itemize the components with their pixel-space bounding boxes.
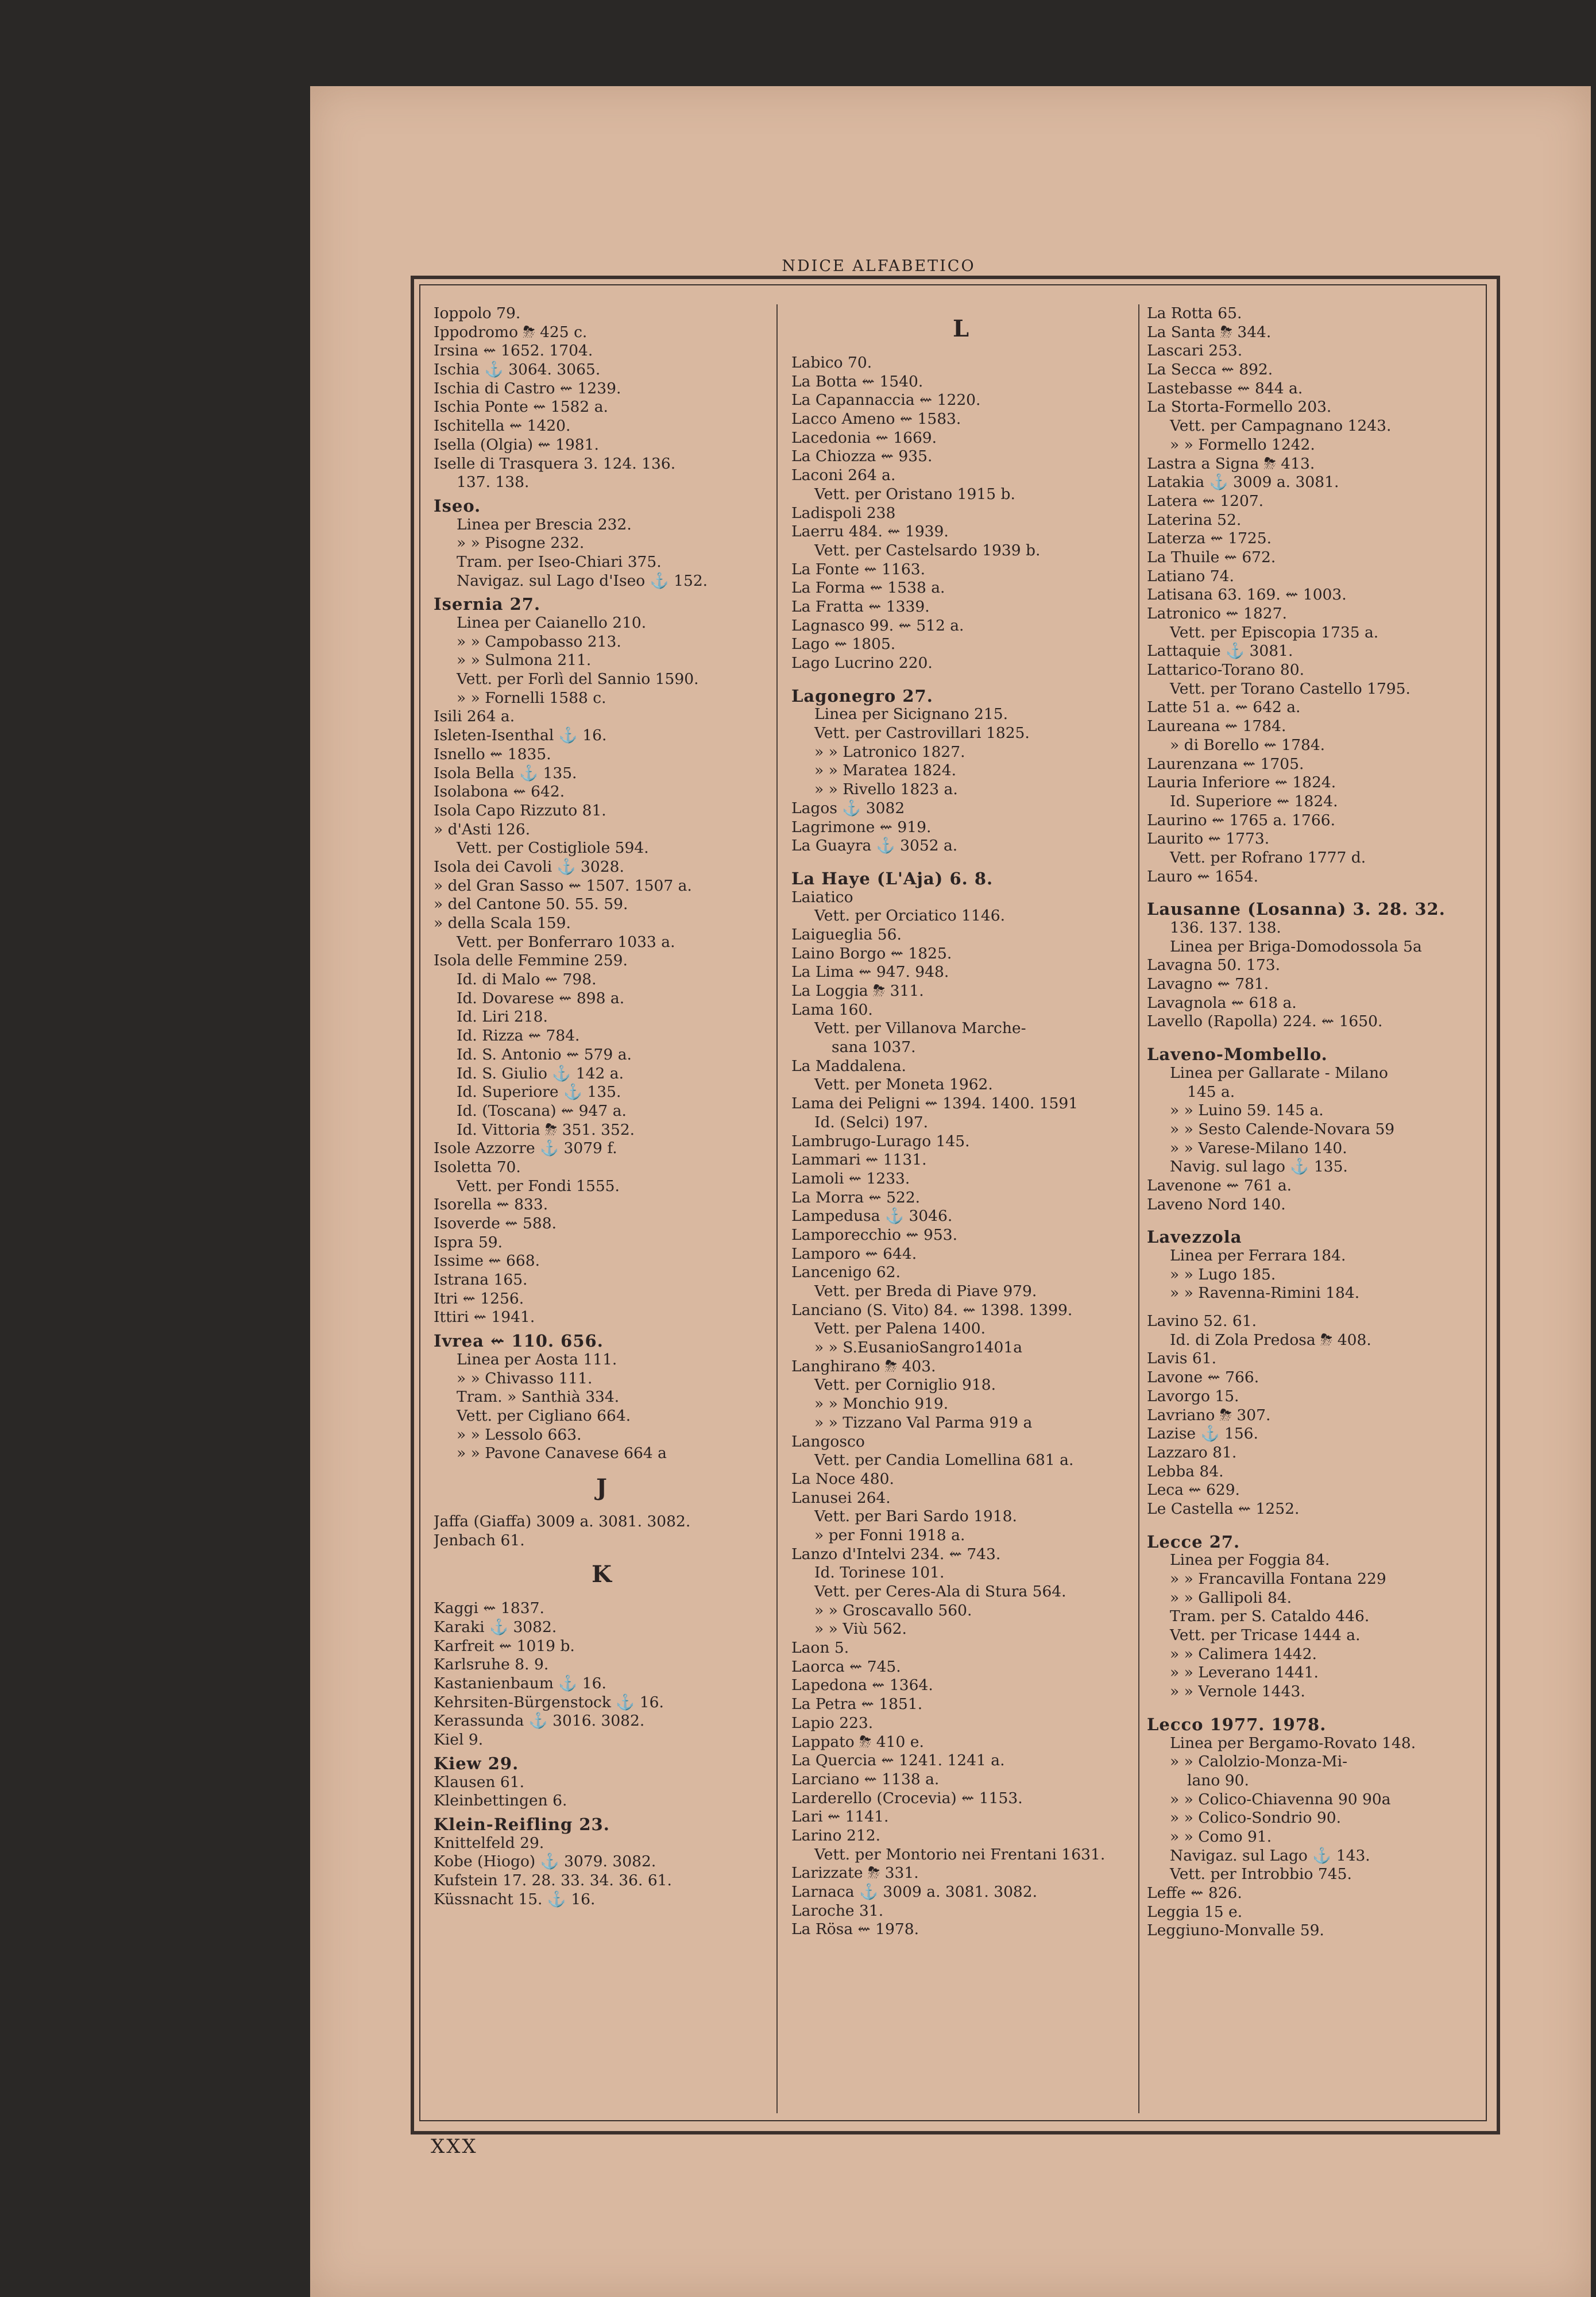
column-rule-1 bbox=[776, 304, 778, 2113]
index-entry: Id. (Toscana) ⇜ 947 a. bbox=[457, 1101, 627, 1120]
index-entry: Linea per Sicignano 215. bbox=[814, 705, 1008, 724]
index-entry: Jaffa (Giaffa) 3009 a. 3081. 3082. bbox=[434, 1512, 691, 1530]
index-entry: Lagos ⚓ 3082 bbox=[791, 799, 905, 817]
index-heading: Lagonegro 27. bbox=[791, 686, 933, 706]
index-entry: Lamporecchio ⇜ 953. bbox=[791, 1225, 958, 1244]
index-entry: Leggia 15 e. bbox=[1147, 1902, 1243, 1921]
index-entry: Küssnacht 15. ⚓ 16. bbox=[434, 1890, 596, 1908]
index-entry: Vett. per Castrovillari 1825. bbox=[814, 724, 1030, 743]
index-entry: Linea per Gallarate - Milano bbox=[1170, 1064, 1389, 1082]
index-heading: Lecce 27. bbox=[1147, 1532, 1241, 1552]
index-entry bbox=[1147, 886, 1482, 895]
index-entry: Isorella ⇜ 833. bbox=[434, 1196, 548, 1214]
index-entry: Navigaz. sul Lago d'Iseo ⚓ 152. bbox=[457, 571, 708, 590]
index-entry: Latte 51 a. ⇜ 642 a. bbox=[1147, 698, 1301, 717]
index-entry: Lama 160. bbox=[791, 1000, 873, 1019]
index-entry: Laigueglia 56. bbox=[791, 925, 902, 943]
index-entry: Isola Capo Rizzuto 81. bbox=[434, 801, 606, 819]
index-entry: Id. Liri 218. bbox=[457, 1008, 548, 1026]
index-entry: Latronico ⇜ 1827. bbox=[1147, 605, 1287, 622]
index-entry: » » Leverano 1441. bbox=[1170, 1664, 1319, 1682]
index-entry: La Loggia ⛈ 311. bbox=[791, 982, 924, 1000]
index-entry: Laroche 31. bbox=[791, 1901, 884, 1920]
index-entry: Tram. per S. Cataldo 446. bbox=[1170, 1607, 1370, 1626]
index-heading: Laveno-Mombello. bbox=[1147, 1045, 1328, 1065]
index-entry: Vett. per Fondi 1555. bbox=[457, 1177, 620, 1195]
index-entry: Id. (Selci) 197. bbox=[814, 1113, 929, 1131]
index-entry: Kaggi ⇜ 1837. bbox=[434, 1599, 544, 1618]
index-entry: La Storta-Formello 203. bbox=[1147, 398, 1332, 416]
index-entry: Karlsruhe 8. 9. bbox=[434, 1656, 549, 1674]
index-entry: Larderello (Crocevia) ⇜ 1153. bbox=[791, 1789, 1023, 1807]
index-entry: Vett. per Bonferraro 1033 a. bbox=[457, 933, 675, 951]
index-entry: Lauria Inferiore ⇜ 1824. bbox=[1147, 774, 1336, 792]
index-entry: Lanciano (S. Vito) 84. ⇜ 1398. 1399. bbox=[791, 1301, 1073, 1319]
index-entry: Lazzaro 81. bbox=[1147, 1443, 1237, 1461]
index-entry: Vett. per Cigliano 664. bbox=[457, 1406, 631, 1425]
index-entry: Kleinbettingen 6. bbox=[434, 1792, 567, 1810]
column-rule-2 bbox=[1138, 304, 1139, 2113]
index-entry: Isella (Olgia) ⇜ 1981. bbox=[434, 435, 599, 454]
index-entry: Isolabona ⇜ 642. bbox=[434, 783, 565, 801]
index-entry: Lanzo d'Intelvi 234. ⇜ 743. bbox=[791, 1545, 1001, 1563]
index-entry: Kerassunda ⚓ 3016. 3082. bbox=[434, 1712, 645, 1730]
index-entry: Lancenigo 62. bbox=[791, 1263, 901, 1282]
index-entry: Lari ⇜ 1141. bbox=[791, 1808, 889, 1826]
index-entry: » » Como 91. bbox=[1170, 1827, 1272, 1846]
index-entry: Lapio 223. bbox=[791, 1714, 874, 1732]
index-entry: Leffe ⇜ 826. bbox=[1147, 1884, 1242, 1902]
index-entry: 145 a. bbox=[1187, 1082, 1235, 1101]
index-entry: » » S.EusanioSangro1401a bbox=[814, 1339, 1023, 1357]
index-entry: Laureana ⇜ 1784. bbox=[1147, 717, 1286, 736]
index-entry: La Forma ⇜ 1538 a. bbox=[791, 579, 945, 597]
index-entry: Lacco Ameno ⇜ 1583. bbox=[791, 410, 961, 428]
index-heading: Ivrea ⇜ 110. 656. bbox=[434, 1331, 604, 1351]
index-entry: Vett. per Palena 1400. bbox=[814, 1320, 986, 1338]
index-entry: Linea per Ferrara 184. bbox=[1170, 1247, 1346, 1264]
index-entry: La Rotta 65. bbox=[1147, 304, 1242, 322]
index-entry: Lavenone ⇜ 761 a. bbox=[1147, 1176, 1292, 1194]
index-entry: Karaki ⚓ 3082. bbox=[434, 1618, 557, 1636]
index-entry: Vett. per Montorio nei Frentani 1631. bbox=[814, 1845, 1106, 1863]
index-entry: Id. Superiore ⇜ 1824. bbox=[1170, 792, 1338, 810]
index-entry: Id. Rizza ⇜ 784. bbox=[457, 1027, 580, 1045]
index-entry: Laorca ⇜ 745. bbox=[791, 1657, 901, 1676]
index-entry: Vett. per Introbbio 745. bbox=[1170, 1865, 1352, 1884]
index-entry: Id. Superiore ⚓ 135. bbox=[457, 1083, 621, 1101]
index-entry: » » Varese-Milano 140. bbox=[1170, 1139, 1347, 1157]
index-entry: Id. S. Antonio ⇜ 579 a. bbox=[457, 1045, 632, 1064]
index-entry: » » Lessolo 663. bbox=[457, 1425, 582, 1444]
index-entry: Larciano ⇜ 1138 a. bbox=[791, 1770, 940, 1788]
index-entry: La Noce 480. bbox=[791, 1470, 894, 1488]
index-entry: Linea per Foggia 84. bbox=[1170, 1551, 1330, 1569]
index-entry: La Santa ⛈ 344. bbox=[1147, 323, 1272, 341]
index-entry: » del Gran Sasso ⇜ 1507. 1507 a. bbox=[434, 876, 692, 895]
index-entry: Lamporo ⇜ 644. bbox=[791, 1244, 917, 1263]
index-entry: La Fratta ⇜ 1339. bbox=[791, 597, 930, 616]
index-entry: Lauro ⇜ 1654. bbox=[1147, 867, 1259, 885]
index-entry: Lagnasco 99. ⇜ 512 a. bbox=[791, 616, 964, 635]
index-entry: Lastra a Signa ⛈ 413. bbox=[1147, 454, 1315, 473]
index-entry: Lavis 61. bbox=[1147, 1349, 1217, 1368]
index-entry: Isole Azzorre ⚓ 3079 f. bbox=[434, 1139, 617, 1158]
index-entry: » » Viù 562. bbox=[814, 1620, 907, 1638]
index-entry: » di Borello ⇜ 1784. bbox=[1170, 736, 1326, 754]
index-entry: Linea per Caianello 210. bbox=[457, 614, 647, 632]
index-entry: La Chiozza ⇜ 935. bbox=[791, 447, 933, 466]
index-entry: Lavino 52. 61. bbox=[1147, 1312, 1257, 1331]
index-entry: Lago Lucrino 220. bbox=[791, 654, 933, 672]
index-entry: » » Groscavallo 560. bbox=[814, 1601, 972, 1619]
section-letter: L bbox=[952, 315, 969, 342]
index-entry: Leca ⇜ 629. bbox=[1147, 1481, 1240, 1499]
index-entry: La Fonte ⇜ 1163. bbox=[791, 560, 926, 578]
index-entry: » » Ravenna-Rimini 184. bbox=[1170, 1284, 1360, 1302]
index-entry: Laerru 484. ⇜ 1939. bbox=[791, 523, 949, 541]
index-entry: » » Luino 59. 145 a. bbox=[1170, 1101, 1324, 1120]
index-entry bbox=[1147, 1214, 1482, 1223]
index-entry: Id. Vittoria ⛈ 351. 352. bbox=[457, 1120, 635, 1139]
index-entry: La Petra ⇜ 1851. bbox=[791, 1695, 923, 1714]
index-entry: Latisana 63. 169. ⇜ 1003. bbox=[1147, 586, 1347, 604]
index-entry: Larino 212. bbox=[791, 1826, 880, 1844]
index-entry: Lappato ⛈ 410 e. bbox=[791, 1733, 924, 1751]
index-entry: Istrana 165. bbox=[434, 1271, 528, 1289]
index-entry: Laterza ⇜ 1725. bbox=[1147, 529, 1272, 548]
index-entry: » » Vernole 1443. bbox=[1170, 1683, 1305, 1701]
index-heading: Kiew 29. bbox=[434, 1753, 519, 1773]
index-entry: Vett. per Villanova Marche- bbox=[814, 1019, 1026, 1038]
index-entry: Vett. per Bari Sardo 1918. bbox=[814, 1507, 1017, 1526]
index-entry: La Rösa ⇜ 1978. bbox=[791, 1920, 919, 1939]
index-heading: Klein-Reifling 23. bbox=[434, 1814, 610, 1834]
index-entry: Laconi 264 a. bbox=[791, 466, 896, 485]
index-entry: Isnello ⇜ 1835. bbox=[434, 745, 551, 763]
index-entry: La Morra ⇜ 522. bbox=[791, 1188, 921, 1206]
index-entry: » » Gallipoli 84. bbox=[1170, 1588, 1292, 1607]
index-entry: Linea per Briga-Domodossola 5a bbox=[1170, 937, 1422, 956]
index-entry: » » Sulmona 211. bbox=[457, 651, 592, 670]
index-entry: Itri ⇜ 1256. bbox=[434, 1289, 524, 1308]
index-entry: La Lima ⇜ 947. 948. bbox=[791, 963, 949, 981]
index-entry: Lapedona ⇜ 1364. bbox=[791, 1676, 933, 1695]
index-heading: Isernia 27. bbox=[434, 594, 541, 614]
index-entry: 136. 137. 138. bbox=[1170, 919, 1281, 937]
index-entry: Klausen 61. bbox=[434, 1773, 525, 1791]
index-entry: » » Rivello 1823 a. bbox=[814, 780, 958, 799]
index-entry: Linea per Brescia 232. bbox=[457, 515, 632, 533]
index-entry: » » Colico-Sondrio 90. bbox=[1170, 1809, 1342, 1827]
index-entry: Kiel 9. bbox=[434, 1731, 484, 1749]
index-entry: Lama dei Peligni ⇜ 1394. 1400. 1591 bbox=[791, 1095, 1079, 1113]
index-entry: Id. di Malo ⇜ 798. bbox=[457, 970, 597, 989]
index-entry: Id. di Zola Predosa ⛈ 408. bbox=[1170, 1331, 1371, 1349]
index-entry: » per Fonni 1918 a. bbox=[814, 1526, 965, 1544]
index-entry: Knittelfeld 29. bbox=[434, 1834, 544, 1852]
index-entry: Ispra 59. bbox=[434, 1233, 503, 1251]
index-entry: Lebba 84. bbox=[1147, 1462, 1224, 1480]
index-entry: Lammari ⇜ 1131. bbox=[791, 1151, 927, 1169]
index-entry: Vett. per Episcopia 1735 a. bbox=[1170, 623, 1379, 641]
index-entry: » » Calimera 1442. bbox=[1170, 1645, 1317, 1663]
index-entry: Lattarico-Torano 80. bbox=[1147, 661, 1305, 679]
index-entry: Iselle di Trasquera 3. 124. 136. bbox=[434, 454, 676, 473]
index-entry: Karfreit ⇜ 1019 b. bbox=[434, 1637, 575, 1655]
index-column-3 bbox=[1147, 304, 1482, 2113]
index-entry: Vett. per Moneta 1962. bbox=[814, 1076, 993, 1094]
index-heading: Lausanne (Losanna) 3. 28. 32. bbox=[1147, 899, 1446, 919]
index-entry: Kufstein 17. 28. 33. 34. 36. 61. bbox=[434, 1871, 672, 1889]
index-entry: Latakia ⚓ 3009 a. 3081. bbox=[1147, 473, 1339, 492]
index-entry: Laiatico bbox=[791, 888, 853, 906]
index-entry: Irsina ⇜ 1652. 1704. bbox=[434, 342, 593, 360]
index-entry: Vett. per Forlì del Sannio 1590. bbox=[457, 670, 699, 689]
index-entry: Larizzate ⛈ 331. bbox=[791, 1864, 919, 1882]
index-entry: Lastebasse ⇜ 844 a. bbox=[1147, 379, 1303, 397]
index-entry: Ischia ⚓ 3064. 3065. bbox=[434, 361, 601, 379]
index-entry: » » Pisogne 232. bbox=[457, 534, 585, 552]
index-entry: » d'Asti 126. bbox=[434, 820, 531, 838]
index-entry: Lavone ⇜ 766. bbox=[1147, 1368, 1259, 1387]
index-entry: Isola delle Femmine 259. bbox=[434, 952, 628, 970]
index-entry: » » Campobasso 213. bbox=[457, 632, 621, 651]
index-heading: Iseo. bbox=[434, 496, 481, 516]
index-entry: Id. S. Giulio ⚓ 142 a. bbox=[457, 1064, 624, 1082]
index-entry: Lanusei 264. bbox=[791, 1488, 891, 1507]
index-entry: Vett. per Ceres-Ala di Stura 564. bbox=[814, 1583, 1066, 1600]
index-entry: La Secca ⇜ 892. bbox=[1147, 361, 1273, 379]
index-entry: Isola Bella ⚓ 135. bbox=[434, 764, 577, 782]
index-entry: Le Castella ⇜ 1252. bbox=[1147, 1499, 1300, 1518]
index-entry: » » Francavilla Fontana 229 bbox=[1170, 1570, 1386, 1588]
index-entry: Linea per Aosta 111. bbox=[457, 1350, 617, 1368]
index-entry: Latera ⇜ 1207. bbox=[1147, 492, 1264, 510]
index-entry: La Thuile ⇜ 672. bbox=[1147, 548, 1276, 566]
index-entry: » » Chivasso 111. bbox=[457, 1369, 593, 1387]
index-entry: Lascari 253. bbox=[1147, 342, 1243, 360]
index-entry: Leggiuno-Monvalle 59. bbox=[1147, 1921, 1324, 1940]
index-column-2 bbox=[791, 304, 1130, 2113]
index-entry: Lago ⇜ 1805. bbox=[791, 635, 896, 653]
index-entry: Id. Dovarese ⇜ 898 a. bbox=[457, 989, 625, 1007]
index-entry: Laino Borgo ⇜ 1825. bbox=[791, 944, 952, 962]
index-entry: Kehrsiten-Bürgenstock ⚓ 16. bbox=[434, 1693, 664, 1711]
index-entry: » » Lugo 185. bbox=[1170, 1265, 1276, 1283]
index-entry: Latiano 74. bbox=[1147, 567, 1234, 585]
index-entry: Id. Torinese 101. bbox=[814, 1564, 945, 1582]
index-entry: Ioppolo 79. bbox=[434, 304, 521, 322]
index-entry: Ischia di Castro ⇜ 1239. bbox=[434, 379, 621, 397]
index-entry: Vett. per Torano Castello 1795. bbox=[1170, 679, 1410, 698]
page-header: NDICE ALFABETICO bbox=[782, 257, 976, 275]
index-entry: La Capannaccia ⇜ 1220. bbox=[791, 391, 981, 409]
index-entry: Isola dei Cavoli ⚓ 3028. bbox=[434, 857, 624, 876]
index-entry: Vett. per Orciatico 1146. bbox=[814, 907, 1005, 925]
index-entry: Vett. per Candia Lomellina 681 a. bbox=[814, 1451, 1074, 1470]
index-entry: Navigaz. sul Lago ⚓ 143. bbox=[1170, 1846, 1370, 1865]
index-entry: » del Cantone 50. 55. 59. bbox=[434, 895, 628, 914]
index-entry: Navig. sul lago ⚓ 135. bbox=[1170, 1158, 1348, 1176]
index-entry bbox=[1147, 1702, 1482, 1711]
index-entry: Ippodromo ⛈ 425 c. bbox=[434, 323, 588, 341]
index-heading: Lecco 1977. 1978. bbox=[1147, 1714, 1327, 1734]
index-entry: » » Fornelli 1588 c. bbox=[457, 689, 606, 707]
index-entry: Laurito ⇜ 1773. bbox=[1147, 830, 1270, 848]
index-entry: La Maddalena. bbox=[791, 1057, 906, 1075]
index-entry: » » Latronico 1827. bbox=[814, 743, 965, 761]
index-entry: Tram. per Iseo-Chiari 375. bbox=[457, 552, 662, 571]
index-entry: Lavello (Rapolla) 224. ⇜ 1650. bbox=[1147, 1012, 1383, 1031]
index-entry: Lacedonia ⇜ 1669. bbox=[791, 428, 937, 447]
index-entry: Isili 264 a. bbox=[434, 707, 515, 726]
index-entry: » » Pavone Canavese 664 a bbox=[457, 1444, 667, 1463]
section-letter: K bbox=[592, 1561, 612, 1588]
index-entry: » » Calolzio-Monza-Mi- bbox=[1170, 1753, 1348, 1771]
index-entry: Lavagnola ⇜ 618 a. bbox=[1147, 993, 1297, 1012]
index-entry: Laterina 52. bbox=[1147, 511, 1242, 529]
index-entry: Lambrugo-Lurago 145. bbox=[791, 1132, 970, 1150]
index-entry: Larnaca ⚓ 3009 a. 3081. 3082. bbox=[791, 1883, 1038, 1901]
index-entry: Vett. per Castelsardo 1939 b. bbox=[814, 541, 1041, 559]
index-entry: Lazise ⚓ 156. bbox=[1147, 1425, 1258, 1443]
index-entry: Jenbach 61. bbox=[434, 1531, 525, 1549]
index-entry: Vett. per Costigliole 594. bbox=[457, 839, 649, 857]
index-entry: » » Formello 1242. bbox=[1170, 435, 1315, 454]
index-entry: sana 1037. bbox=[832, 1038, 916, 1057]
index-entry: Langosco bbox=[791, 1432, 865, 1451]
section-letter: J bbox=[596, 1474, 607, 1501]
index-entry: La Quercia ⇜ 1241. 1241 a. bbox=[791, 1751, 1005, 1770]
index-entry: Lattaquie ⚓ 3081. bbox=[1147, 642, 1293, 660]
index-entry: » » Tizzano Val Parma 919 a bbox=[814, 1413, 1033, 1432]
index-entry: Lagrimone ⇜ 919. bbox=[791, 818, 932, 836]
index-entry: Isoverde ⇜ 588. bbox=[434, 1215, 557, 1232]
index-entry: Vett. per Corniglio 918. bbox=[814, 1376, 996, 1394]
index-entry: Langhirano ⛈ 403. bbox=[791, 1357, 936, 1375]
index-entry: Lavagna 50. 173. bbox=[1147, 956, 1280, 975]
index-entry bbox=[1147, 1519, 1482, 1528]
index-entry: Lamoli ⇜ 1233. bbox=[791, 1169, 910, 1188]
index-entry bbox=[1147, 1031, 1482, 1041]
index-entry: Ischia Ponte ⇜ 1582 a. bbox=[434, 398, 608, 416]
index-entry: Vett. per Tricase 1444 a. bbox=[1170, 1626, 1361, 1645]
index-column-1 bbox=[434, 304, 770, 2113]
index-entry: Ischitella ⇜ 1420. bbox=[434, 417, 571, 435]
index-heading: Lavezzola bbox=[1147, 1227, 1242, 1247]
index-entry: Tram. » Santhià 334. bbox=[457, 1388, 620, 1406]
index-entry: » » Maratea 1824. bbox=[814, 761, 957, 780]
index-entry: Labico 70. bbox=[791, 354, 872, 372]
index-entry bbox=[791, 673, 1130, 682]
index-entry: Vett. per Breda di Piave 979. bbox=[814, 1282, 1037, 1300]
index-entry: Vett. per Rofrano 1777 d. bbox=[1170, 848, 1366, 867]
index-entry: La Botta ⇜ 1540. bbox=[791, 372, 923, 390]
index-entry: Lavagno ⇜ 781. bbox=[1147, 975, 1269, 993]
index-entry: Linea per Bergamo-Rovato 148. bbox=[1170, 1734, 1416, 1752]
index-entry: Isoletta 70. bbox=[434, 1158, 521, 1176]
page-number: XXX bbox=[431, 2135, 478, 2158]
index-entry: 137. 138. bbox=[457, 473, 530, 492]
index-entry: Laon 5. bbox=[791, 1639, 849, 1657]
index-entry: » della Scala 159. bbox=[434, 914, 571, 932]
index-entry: » » Sesto Calende-Novara 59 bbox=[1170, 1120, 1395, 1138]
index-entry: Vett. per Oristano 1915 b. bbox=[814, 485, 1015, 503]
index-entry: lano 90. bbox=[1187, 1771, 1249, 1789]
index-entry: Lampedusa ⚓ 3046. bbox=[791, 1207, 953, 1225]
index-entry: Lavorgo 15. bbox=[1147, 1387, 1239, 1405]
index-entry: Issime ⇜ 668. bbox=[434, 1252, 540, 1270]
index-entry: » » Colico-Chiavenna 90 90a bbox=[1170, 1790, 1391, 1808]
index-heading: La Haye (L'Aja) 6. 8. bbox=[791, 868, 994, 888]
index-entry: Laveno Nord 140. bbox=[1147, 1195, 1286, 1213]
index-entry: Laurino ⇜ 1765 a. 1766. bbox=[1147, 811, 1336, 829]
index-entry: La Guayra ⚓ 3052 a. bbox=[791, 837, 958, 855]
index-entry: Lavriano ⛈ 307. bbox=[1147, 1406, 1271, 1424]
index-entry bbox=[1147, 1303, 1482, 1312]
index-entry bbox=[791, 856, 1130, 865]
index-entry: Kastanienbaum ⚓ 16. bbox=[434, 1675, 606, 1693]
index-entry: Laurenzana ⇜ 1705. bbox=[1147, 755, 1304, 773]
index-entry: Vett. per Campagnano 1243. bbox=[1170, 417, 1392, 435]
index-entry: » » Monchio 919. bbox=[814, 1395, 949, 1413]
index-entry: Kobe (Hiogo) ⚓ 3079. 3082. bbox=[434, 1853, 656, 1871]
index-entry: Ladispoli 238 bbox=[791, 504, 896, 522]
index-entry: Isleten-Isenthal ⚓ 16. bbox=[434, 726, 607, 745]
index-entry: Ittiri ⇜ 1941. bbox=[434, 1308, 535, 1327]
